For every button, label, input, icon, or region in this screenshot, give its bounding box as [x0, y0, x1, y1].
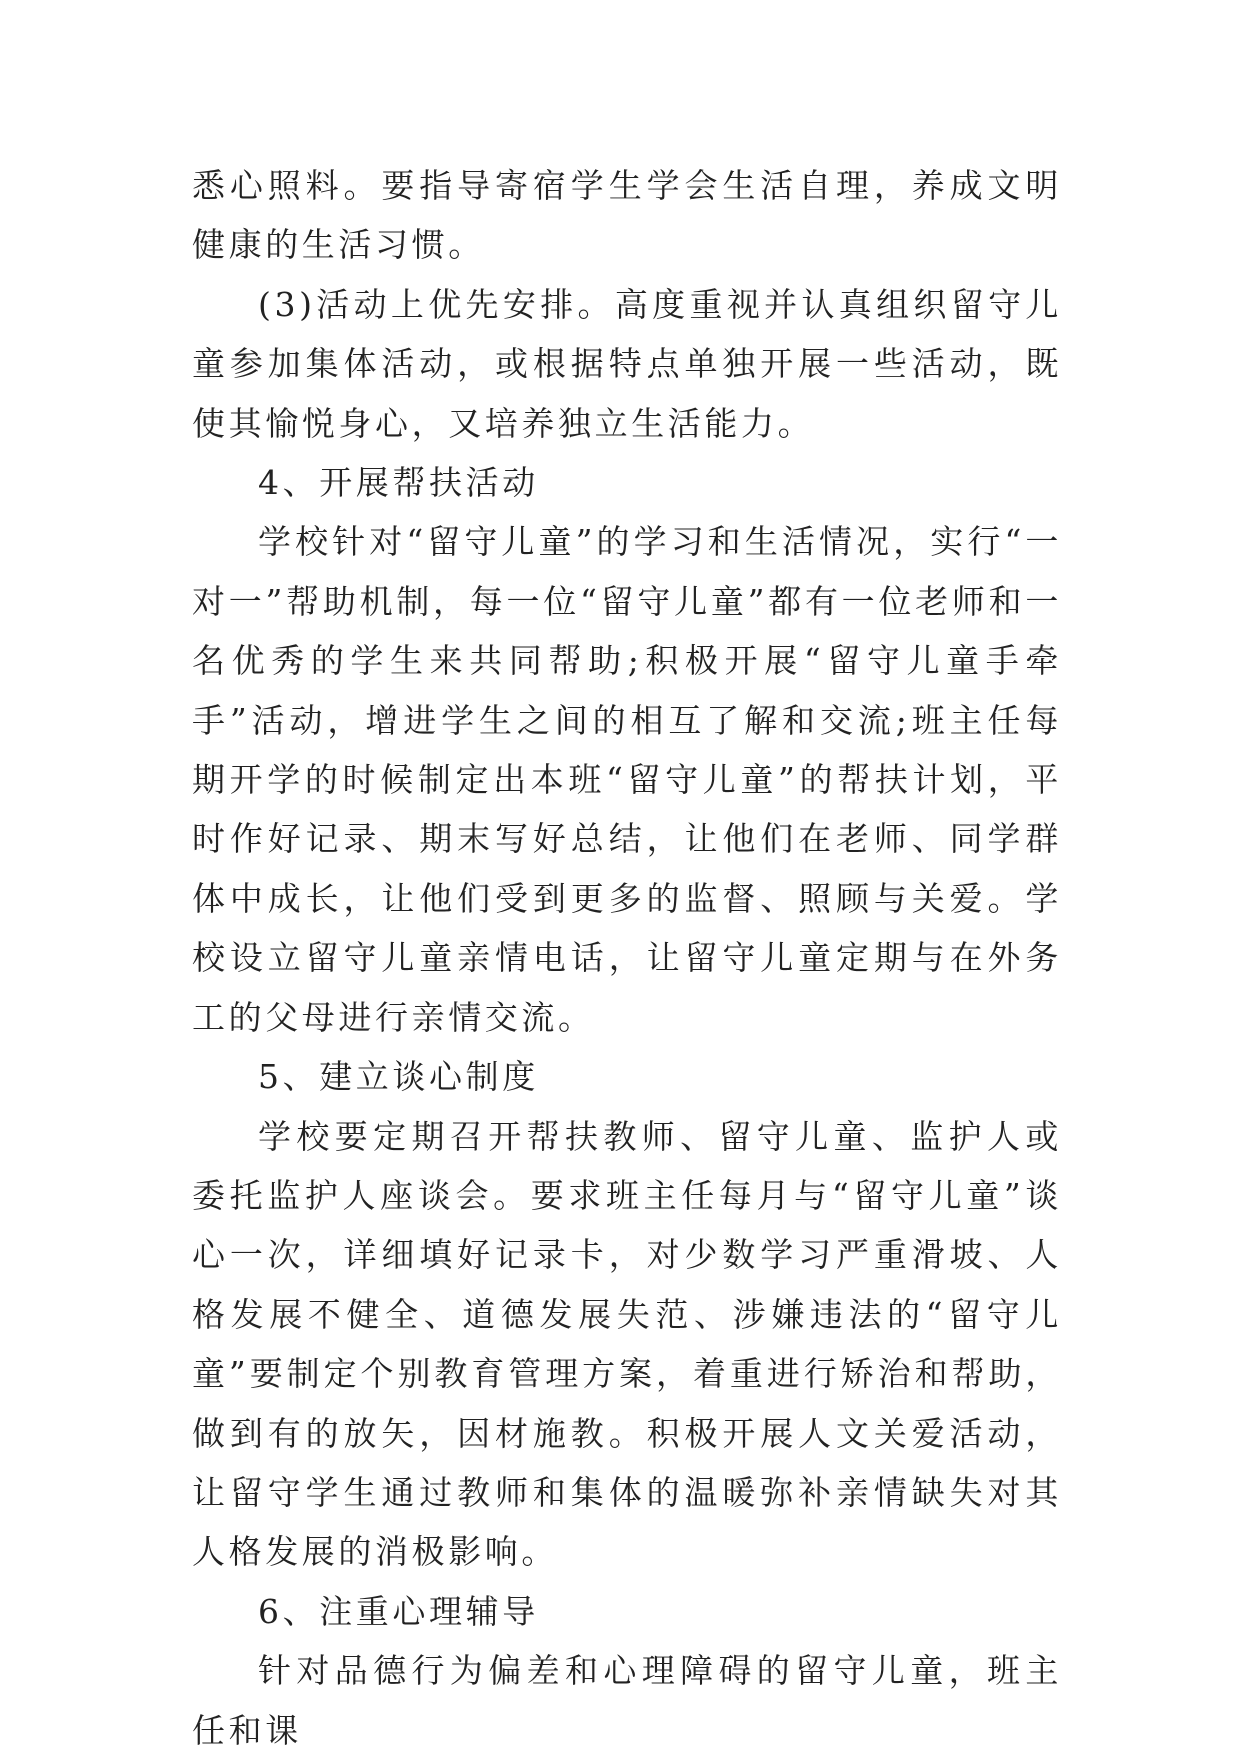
paragraph-continuation: 悉心照料。要指导寄宿学生学会生活自理，养成文明健康的生活习惯。: [192, 166, 1062, 265]
section-heading-6: 6、注重心理辅导: [258, 1591, 539, 1631]
paragraph-assistance: 学校针对“留守儿童”的学习和生活情况，实行“一对一”帮助机制，每一位“留守儿童”都有一位老师和一名优秀的学生来共同帮助;积极开展“留守儿童手牵手”活动，增进学生之间的相互了解和交流;班主任每期开学的时候制定出本班“留守儿童”的帮扶计划，平时作好记录、期末写好总结，让他们在老师、同学群体中成长，让他们受到更多的监督、照顾与关爱。学校设立留守儿童亲情电话，让留守儿童定期与在外务工的父母进行亲情交流。: [192, 522, 1062, 1037]
paragraph-talk-system: 学校要定期召开帮扶教师、留守儿童、监护人或委托监护人座谈会。要求班主任每月与“留守儿童”谈心一次，详细填好记录卡，对少数学习严重滑坡、人格发展不健全、道德发展失范、涉嫌违法的“留守儿童”要制定个别教育管理方案，着重进行矫治和帮助，做到有的放矢，因材施教。积极开展人文关爱活动，让留守学生通过教师和集体的温暖弥补亲情缺失对其人格发展的消极影响。: [192, 1116, 1062, 1572]
section-heading-4: 4、开展帮扶活动: [258, 463, 539, 503]
document-body: [192, 156, 1062, 1760]
paragraph-psych-guidance: 针对品德行为偏差和心理障碍的留守儿童，班主任和课: [192, 1651, 1062, 1750]
section-heading-5: 5、建立谈心制度: [258, 1057, 539, 1097]
paragraph-activity-priority: (3)活动上优先安排。高度重视并认真组织留守儿童参加集体活动，或根据特点单独开展一些活动，既使其愉悦身心，又培养独立生活能力。: [192, 284, 1062, 443]
